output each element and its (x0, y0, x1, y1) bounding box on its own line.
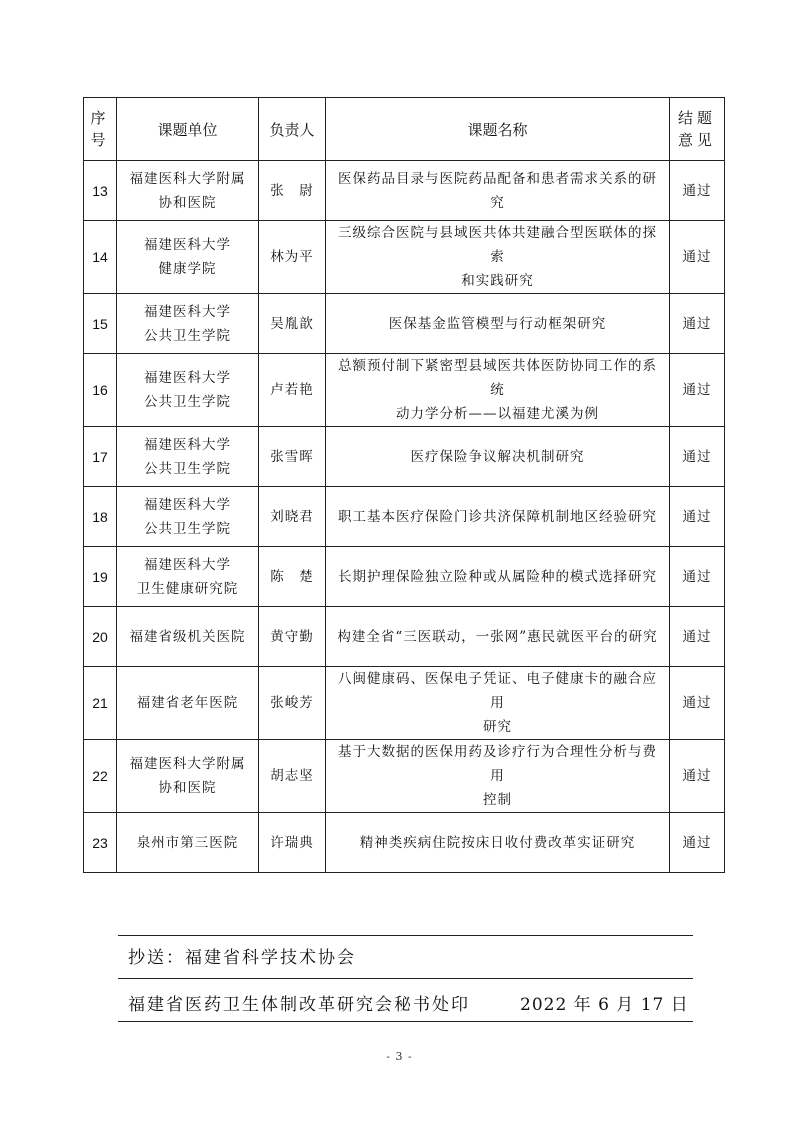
row-leader: 张雪晖 (259, 427, 326, 487)
table-row (84, 813, 725, 873)
row-number: 21 (84, 667, 117, 740)
row-title (326, 427, 670, 487)
table-row (84, 740, 725, 813)
table-header-row (84, 98, 725, 161)
row-title-line: 研究 (483, 719, 512, 735)
row-number: 20 (84, 607, 117, 667)
row-number: 22 (84, 740, 117, 813)
table-row (84, 221, 725, 294)
row-title-line: 职工基本医疗保险门诊共济保障机制地区经验研究 (338, 508, 657, 525)
table-row (84, 547, 725, 607)
row-unit-line: 公共卫生学院 (144, 520, 231, 537)
table-row (84, 294, 725, 354)
results-table (83, 97, 725, 873)
table-row (84, 427, 725, 487)
row-title (326, 740, 670, 813)
row-title-line: 动力学分析——以福建尤溪为例 (396, 406, 599, 422)
row-title-line: 精神类疾病住院按床日收付费改革实证研究 (359, 834, 636, 851)
row-unit (117, 607, 259, 667)
header-verdict-line: 意见 (677, 131, 716, 149)
row-verdict: 通过 (670, 161, 725, 221)
row-title (326, 487, 670, 547)
row-unit-line: 福建医科大学附属 (129, 756, 246, 772)
table-row (84, 161, 725, 221)
row-verdict: 通过 (670, 294, 725, 354)
header-num-line: 序 (90, 109, 110, 127)
row-verdict: 通过 (670, 354, 725, 427)
row-unit-line: 福建省级机关医院 (129, 628, 246, 645)
row-unit-line: 福建省老年医院 (136, 695, 239, 711)
row-title (326, 667, 670, 740)
row-number: 15 (84, 294, 117, 354)
printer-name: 福建省医药卫生体制改革研究会秘书处印 (128, 995, 470, 1015)
header-verdict (670, 98, 725, 161)
row-unit-line: 卫生健康研究院 (136, 580, 239, 597)
row-unit-line: 福建医科大学 (144, 237, 231, 253)
row-unit-line: 健康学院 (158, 261, 217, 277)
row-verdict: 通过 (670, 607, 725, 667)
header-num-line: 号 (90, 131, 110, 149)
header-leader: 负责人 (259, 98, 326, 161)
row-unit-line: 福建医科大学 (144, 496, 231, 513)
row-title-line: 控制 (483, 792, 512, 808)
row-leader: 胡志坚 (259, 740, 326, 813)
row-leader: 林为平 (259, 221, 326, 294)
footer-top-rule (118, 935, 693, 936)
row-number: 14 (84, 221, 117, 294)
row-title-line: 三级综合医院与县域医共体共建融合型医联体的探索 (338, 225, 657, 265)
row-unit-line: 福建医科大学 (144, 303, 231, 320)
printer-line (128, 990, 689, 1015)
row-unit-line: 福建医科大学 (144, 436, 231, 453)
table-row (84, 667, 725, 740)
row-number: 17 (84, 427, 117, 487)
row-number: 23 (84, 813, 117, 873)
row-verdict: 通过 (670, 487, 725, 547)
row-unit-line: 公共卫生学院 (144, 394, 231, 410)
header-verdict-line: 结题 (677, 109, 716, 127)
table-row (84, 354, 725, 427)
header-unit: 课题单位 (117, 98, 259, 161)
row-title-line: 医保药品目录与医院药品配备和患者需求关系的研究 (338, 170, 657, 211)
row-unit-line: 协和医院 (158, 194, 217, 211)
row-unit (117, 354, 259, 427)
header-num (84, 98, 117, 161)
row-unit (117, 427, 259, 487)
row-number: 19 (84, 547, 117, 607)
row-number: 18 (84, 487, 117, 547)
row-number: 16 (84, 354, 117, 427)
footer-middle-rule (118, 978, 693, 979)
row-unit (117, 547, 259, 607)
row-verdict: 通过 (670, 221, 725, 294)
row-leader: 陈 楚 (259, 547, 326, 607)
row-title-line: 八闽健康码、医保电子凭证、电子健康卡的融合应用 (338, 671, 657, 711)
row-leader: 张 尉 (259, 161, 326, 221)
row-unit (117, 667, 259, 740)
row-verdict: 通过 (670, 547, 725, 607)
row-title-line: 和实践研究 (461, 273, 534, 289)
footer-bottom-rule (118, 1021, 693, 1022)
row-verdict: 通过 (670, 667, 725, 740)
row-unit (117, 221, 259, 294)
row-title (326, 221, 670, 294)
row-unit (117, 487, 259, 547)
row-unit (117, 161, 259, 221)
row-leader: 吴胤歆 (259, 294, 326, 354)
row-title-line: 医疗保险争议解决机制研究 (410, 448, 585, 465)
row-title-line: 长期护理保险独立险种或从属险种的模式选择研究 (338, 568, 657, 585)
row-title (326, 607, 670, 667)
row-unit-line: 协和医院 (158, 780, 217, 796)
row-unit-line: 福建医科大学 (144, 370, 231, 386)
row-title (326, 161, 670, 221)
row-leader: 黄守勤 (259, 607, 326, 667)
header-title: 课题名称 (326, 98, 670, 161)
table-body (84, 161, 725, 873)
row-title (326, 813, 670, 873)
row-unit-line: 福建医科大学 (144, 556, 231, 573)
row-number: 13 (84, 161, 117, 221)
row-title-line: 基于大数据的医保用药及诊疗行为合理性分析与费用 (338, 744, 657, 784)
page-number: - 3 - (386, 1050, 413, 1063)
row-unit-line: 公共卫生学院 (144, 327, 231, 344)
row-unit-line: 福建医科大学附属 (129, 170, 246, 187)
row-title (326, 547, 670, 607)
row-unit (117, 294, 259, 354)
row-unit-line: 泉州市第三医院 (136, 834, 239, 851)
row-verdict: 通过 (670, 427, 725, 487)
row-title (326, 294, 670, 354)
issue-date: 2022 年 6 月 17 日 (520, 995, 689, 1015)
row-verdict: 通过 (670, 813, 725, 873)
cc-line: 抄送：福建省科学技术协会 (128, 948, 356, 968)
row-unit (117, 813, 259, 873)
row-title-line: 构建全省“三医联动，一张网”惠民就医平台的研究 (337, 628, 658, 645)
table-row (84, 487, 725, 547)
row-title (326, 354, 670, 427)
row-leader: 许瑞典 (259, 813, 326, 873)
row-unit (117, 740, 259, 813)
row-title-line: 总额预付制下紧密型县域医共体医防协同工作的系统 (338, 358, 657, 398)
row-unit-line: 公共卫生学院 (144, 460, 231, 477)
row-leader: 张峻芳 (259, 667, 326, 740)
row-leader: 卢若艳 (259, 354, 326, 427)
table-row (84, 607, 725, 667)
row-leader: 刘晓君 (259, 487, 326, 547)
row-title-line: 医保基金监管模型与行动框架研究 (388, 315, 607, 332)
row-verdict: 通过 (670, 740, 725, 813)
